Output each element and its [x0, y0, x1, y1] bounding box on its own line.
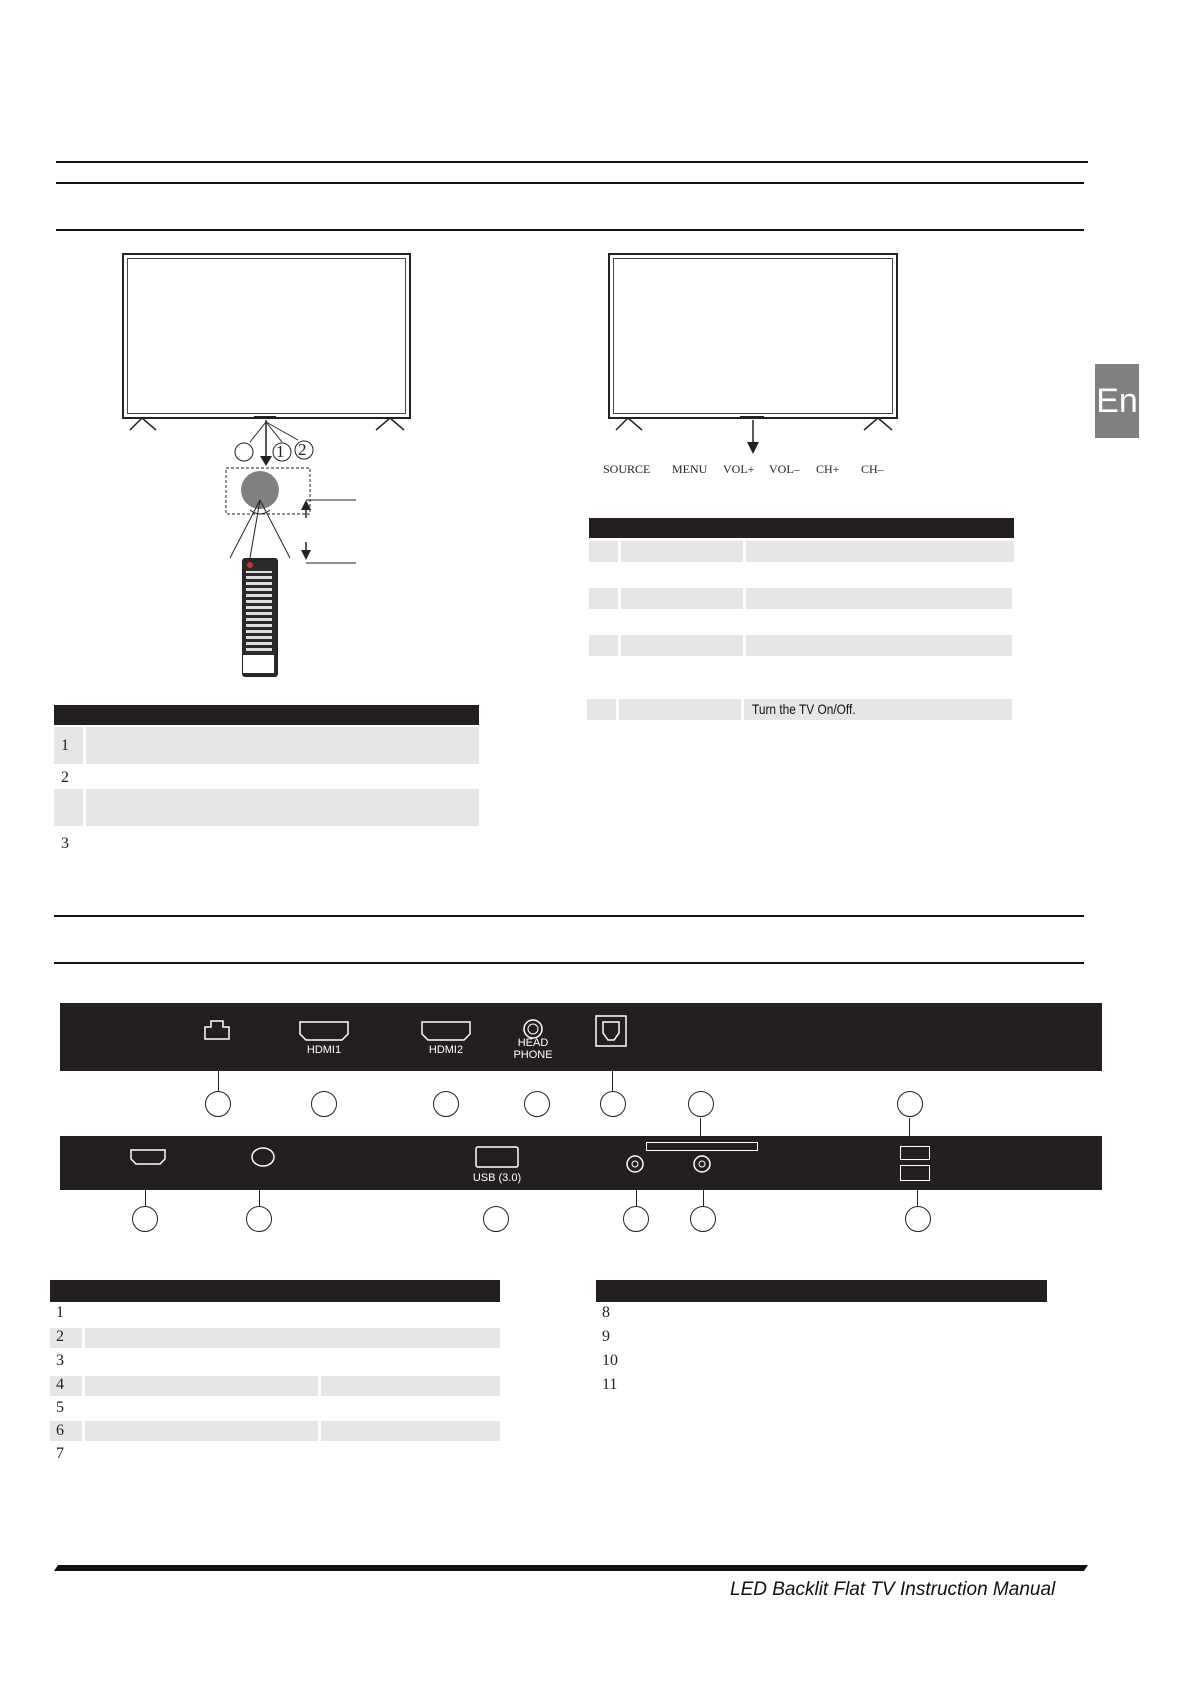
top-rule-thick: [56, 161, 1088, 163]
connector-table-left-header: [50, 1280, 500, 1302]
language-tab-label: En: [1096, 381, 1138, 420]
lan-port-icon: [203, 1019, 231, 1041]
button-table-row: [746, 588, 1012, 609]
button-label-ch-up: CH+: [816, 462, 840, 476]
connector-row-num-2: 2: [56, 1328, 64, 1345]
callout-line: [218, 1071, 219, 1093]
button-table-row: [587, 699, 616, 720]
connector-table-row: [50, 1328, 82, 1348]
hdmi2-port-icon: [421, 1021, 471, 1041]
component-bracket: [646, 1142, 758, 1151]
remote-control: [242, 558, 278, 677]
remote-keypad: [246, 571, 272, 651]
button-table-row: [621, 541, 743, 562]
button-label-ch-down: CH–: [861, 462, 884, 476]
connector-table-row: [50, 1376, 82, 1396]
connector-row-num-9: 9: [602, 1328, 610, 1345]
connector-table-row: [85, 1376, 318, 1396]
connector-row-num-8: 8: [602, 1304, 610, 1321]
av-in-port-icon: [250, 1146, 276, 1168]
connector-table-row: [85, 1328, 500, 1348]
footer-rule: [54, 1563, 1089, 1573]
button-table-row: [589, 541, 618, 562]
remote-row-num-3: 3: [61, 835, 69, 852]
mini-hdmi-port-icon: [130, 1149, 166, 1165]
connector-row-num-6: 6: [56, 1422, 64, 1439]
callout-circle-8: [132, 1206, 158, 1232]
callout-circle-13: [905, 1206, 931, 1232]
hdmi2-label: HDMI2: [428, 1044, 464, 1056]
callout-circle-12: [690, 1206, 716, 1232]
callout-line: [612, 1071, 613, 1093]
callout-circle-1: [205, 1091, 231, 1117]
remote-table-row: [54, 789, 83, 826]
headphone-label: HEAD PHONE: [513, 1037, 553, 1061]
connector-row-num-5: 5: [56, 1399, 64, 1416]
tv-stand-right-icon: [608, 416, 898, 460]
connector-table-row: [50, 1421, 82, 1441]
rf-port-icon: [625, 1154, 645, 1174]
connector-row-num-3: 3: [56, 1352, 64, 1369]
button-table-row: [619, 699, 741, 720]
button-table-row: [746, 635, 1012, 656]
ir-receiver-diagram: [220, 418, 360, 678]
tv-front-right: [608, 253, 898, 419]
hdmi1-port-icon: [299, 1021, 349, 1041]
button-table-row-power: [744, 699, 1012, 720]
optical-port-icon: [595, 1015, 627, 1047]
button-table-row: [589, 635, 618, 656]
callout-circle-11: [623, 1206, 649, 1232]
remote-logo-area: [243, 655, 274, 673]
rear-panel-bottom: [60, 1136, 1102, 1190]
callout-circle-6: [688, 1091, 714, 1117]
callout-circle-3: [433, 1091, 459, 1117]
connector-row-num-11: 11: [602, 1376, 618, 1393]
remote-table-row: [86, 727, 479, 764]
button-table-row: [621, 635, 743, 656]
connector-row-num-10: 10: [602, 1352, 618, 1369]
remote-table-row: [86, 789, 479, 826]
button-table-row: [589, 588, 618, 609]
manual-title: LED Backlit Flat TV Instruction Manual: [730, 1579, 1056, 1600]
button-table-row: [746, 541, 1014, 562]
hdmi1-label: HDMI1: [306, 1044, 342, 1056]
receiver-label-2: 2: [298, 440, 307, 459]
connector-row-num-7: 7: [56, 1445, 64, 1462]
connector-section-rule: [54, 962, 1084, 964]
connector-row-num-1: 1: [56, 1304, 64, 1321]
receiver-label-1: 1: [276, 442, 285, 461]
remote-power-icon: [247, 562, 253, 568]
button-table-row: [621, 588, 743, 609]
remote-row-num-2: 2: [61, 769, 69, 786]
tv-front-left: [122, 253, 411, 419]
callout-circle-2: [311, 1091, 337, 1117]
usb3-label: USB (3.0): [472, 1172, 522, 1184]
button-label-vol-up: VOL+: [723, 462, 755, 476]
button-table-header: [589, 518, 1014, 538]
remote-row-num-1: 1: [61, 737, 69, 754]
callout-circle-10: [483, 1206, 509, 1232]
language-tab[interactable]: [1095, 364, 1139, 438]
callout-circle-4: [524, 1091, 550, 1117]
top-rule: [56, 182, 1084, 184]
usb3-port-icon: [475, 1146, 519, 1168]
connector-row-num-4: 4: [56, 1376, 64, 1393]
button-label-vol-down: VOL–: [769, 462, 800, 476]
callout-circle-5: [600, 1091, 626, 1117]
satellite-port-icon: [692, 1154, 712, 1174]
callout-circle-9: [246, 1206, 272, 1232]
power-description: Turn the TV On/Off.: [752, 701, 856, 717]
button-label-menu: MENU: [672, 462, 708, 476]
usb-port-icon: [900, 1165, 930, 1181]
usb-port-icon: [900, 1146, 930, 1160]
connector-table-row: [85, 1421, 318, 1441]
connector-section-rule-top: [54, 915, 1084, 917]
callout-circle-7: [897, 1091, 923, 1117]
connector-table-right-header: [596, 1280, 1047, 1302]
rear-panel-top: [60, 1003, 1102, 1071]
connector-table-row: [321, 1421, 500, 1441]
remote-table-header: [54, 705, 479, 725]
button-label-source: SOURCE: [603, 462, 651, 476]
connector-table-row: [321, 1376, 500, 1396]
section-rule: [56, 229, 1084, 231]
